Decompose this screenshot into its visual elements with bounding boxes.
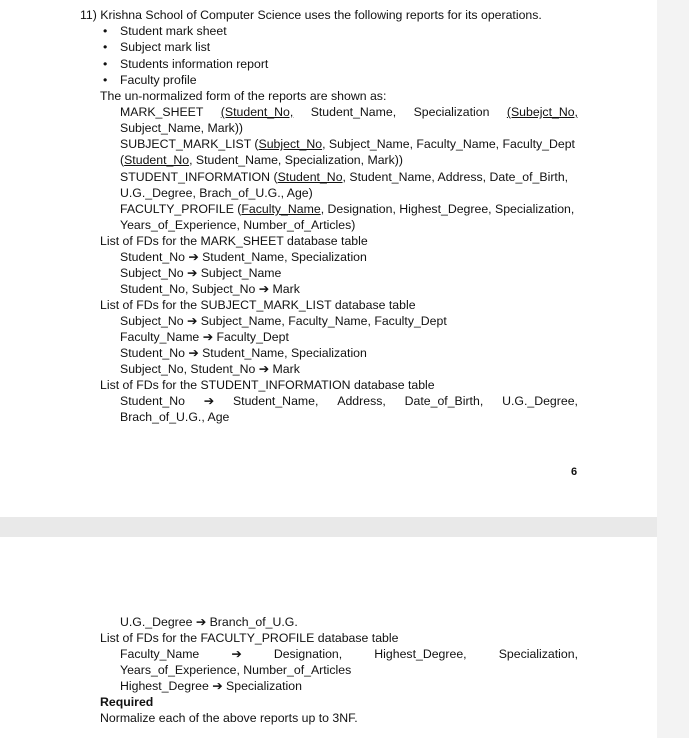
arrow-icon: ➔ [188, 250, 199, 264]
fd-lhs: Subject_No [120, 266, 184, 280]
fd-student-information-title: List of FDs for the STUDENT_INFORMATION database table [100, 378, 435, 392]
fd-rhs: Highest_Degree, [374, 647, 467, 661]
viewer-gutter [657, 0, 689, 738]
student-information-schema-cont: U.G._Degree, Brach_of_U.G., Age) [120, 186, 313, 200]
text: , Subject_Name, Faculty_Name, Faculty_Dept [322, 137, 575, 151]
fd-row [120, 346, 367, 361]
arrow-icon: ➔ [212, 679, 223, 693]
text: FACULTY_PROFILE ( [120, 202, 242, 216]
attribute: Specialization [413, 105, 490, 119]
faculty-profile-schema [120, 202, 574, 217]
fd-rhs: Mark [272, 282, 300, 296]
schema-name: MARK_SHEET [120, 105, 204, 119]
fd-rhs: Faculty_Dept [216, 330, 289, 344]
page-number: 6 [571, 466, 578, 478]
report-item: Student mark sheet [120, 24, 227, 38]
text: , Designation, Highest_Degree, Specialization, [320, 202, 575, 216]
primary-key: (Student_No, [220, 105, 294, 119]
student-information-schema [120, 170, 568, 185]
fd-lhs: Faculty_Name [120, 330, 200, 344]
fd-lhs: Student_No [120, 346, 185, 360]
fd-mark-sheet-title: List of FDs for the MARK_SHEET database table [100, 234, 368, 248]
faculty-profile-schema-cont: Years_of_Experience, Number_of_Articles) [120, 218, 356, 232]
fd-lhs: Student_No [120, 250, 185, 264]
mark-sheet-schema [120, 105, 578, 120]
attribute: Student_Name, [310, 105, 397, 119]
bullet-icon: • [103, 24, 108, 38]
fd-rhs: Address, [337, 394, 386, 408]
fd-rhs: Branch_of_U.G. [209, 615, 298, 629]
required-label: Required [100, 695, 154, 709]
text: ( [120, 153, 125, 167]
fd-row [120, 250, 367, 265]
fd-subject-mark-list-title: List of FDs for the SUBJECT_MARK_LIST database table [100, 298, 416, 312]
arrow-icon: ➔ [187, 266, 198, 280]
fd-rhs: Student_Name, Specialization [202, 346, 367, 360]
report-item: Students information report [120, 57, 269, 71]
fd-lhs: Subject_No [120, 314, 184, 328]
fd-lhs: U.G._Degree [120, 615, 193, 629]
fd-row [120, 266, 281, 281]
primary-key: (Subejct_No, [506, 105, 578, 119]
fd-row [120, 362, 300, 377]
primary-key: Student_No [124, 153, 190, 167]
fd-rhs: Subject_Name [200, 266, 282, 280]
fd-row [120, 647, 578, 662]
fd-rhs: Mark [272, 362, 300, 376]
fd-lhs: Highest_Degree [120, 679, 209, 693]
fd-rhs: Specialization [226, 679, 302, 693]
report-item: Subject mark list [120, 40, 211, 54]
subject-mark-list-schema [120, 137, 575, 152]
primary-key: Subject_No [258, 137, 323, 151]
arrow-icon: ➔ [187, 314, 198, 328]
arrow-icon: ➔ [258, 362, 270, 376]
bullet-icon: • [103, 73, 108, 87]
text: , Student_Name, Address, Date_of_Birth, [342, 170, 569, 184]
fd-row [120, 314, 447, 329]
fd-lhs: Subject_No, Student_No [120, 362, 256, 376]
bullet-icon: • [103, 40, 108, 54]
intro-text: The un-normalized form of the reports are shown as: [100, 89, 387, 103]
bullet-icon: • [103, 57, 108, 71]
arrow-icon: ➔ [258, 282, 270, 296]
mark-sheet-schema-cont: Subject_Name, Mark)) [120, 121, 244, 135]
required-heading [100, 695, 153, 710]
fd-row [120, 282, 300, 297]
fd-row [120, 615, 298, 630]
arrow-icon: ➔ [195, 615, 207, 629]
fd-rhs: Student_Name, Specialization [202, 250, 367, 264]
fd-lhs: Faculty_Name [120, 647, 200, 661]
primary-key: Faculty_Name [241, 202, 321, 216]
fd-row-cont: Years_of_Experience, Number_of_Articles [120, 663, 352, 677]
fd-rhs: U.G._Degree, [502, 394, 578, 408]
arrow-icon: ➔ [231, 647, 242, 661]
task-text: Normalize each of the above reports up to 3NF. [100, 711, 358, 725]
report-item: Faculty profile [120, 73, 197, 87]
fd-rhs: Student_Name, [232, 394, 319, 408]
arrow-icon: ➔ [203, 394, 215, 408]
fd-lhs: Student_No [120, 394, 185, 408]
question-heading: 11) Krishna School of Computer Science uses the following reports for its operations. [80, 8, 542, 22]
fd-rhs: Designation, [273, 647, 343, 661]
fd-rhs: Specialization, [498, 647, 578, 661]
fd-faculty-profile-title: List of FDs for the FACULTY_PROFILE database table [100, 631, 399, 645]
fd-lhs: Student_No, Subject_No [120, 282, 256, 296]
text: SUBJECT_MARK_LIST ( [120, 137, 259, 151]
document-page-2 [0, 537, 657, 738]
text: , Student_Name, Specialization, Mark)) [189, 153, 403, 167]
arrow-icon: ➔ [188, 346, 199, 360]
fd-row [120, 394, 578, 409]
fd-row [120, 330, 289, 345]
fd-row-cont: Brach_of_U.G., Age [120, 410, 230, 424]
fd-rhs: Subject_Name, Faculty_Name, Faculty_Dept [200, 314, 447, 328]
text: STUDENT_INFORMATION ( [120, 170, 278, 184]
arrow-icon: ➔ [202, 330, 214, 344]
fd-rhs: Date_of_Birth, [404, 394, 484, 408]
subject-mark-list-schema-cont [120, 153, 403, 168]
fd-row [120, 679, 302, 694]
primary-key: Student_No [277, 170, 343, 184]
